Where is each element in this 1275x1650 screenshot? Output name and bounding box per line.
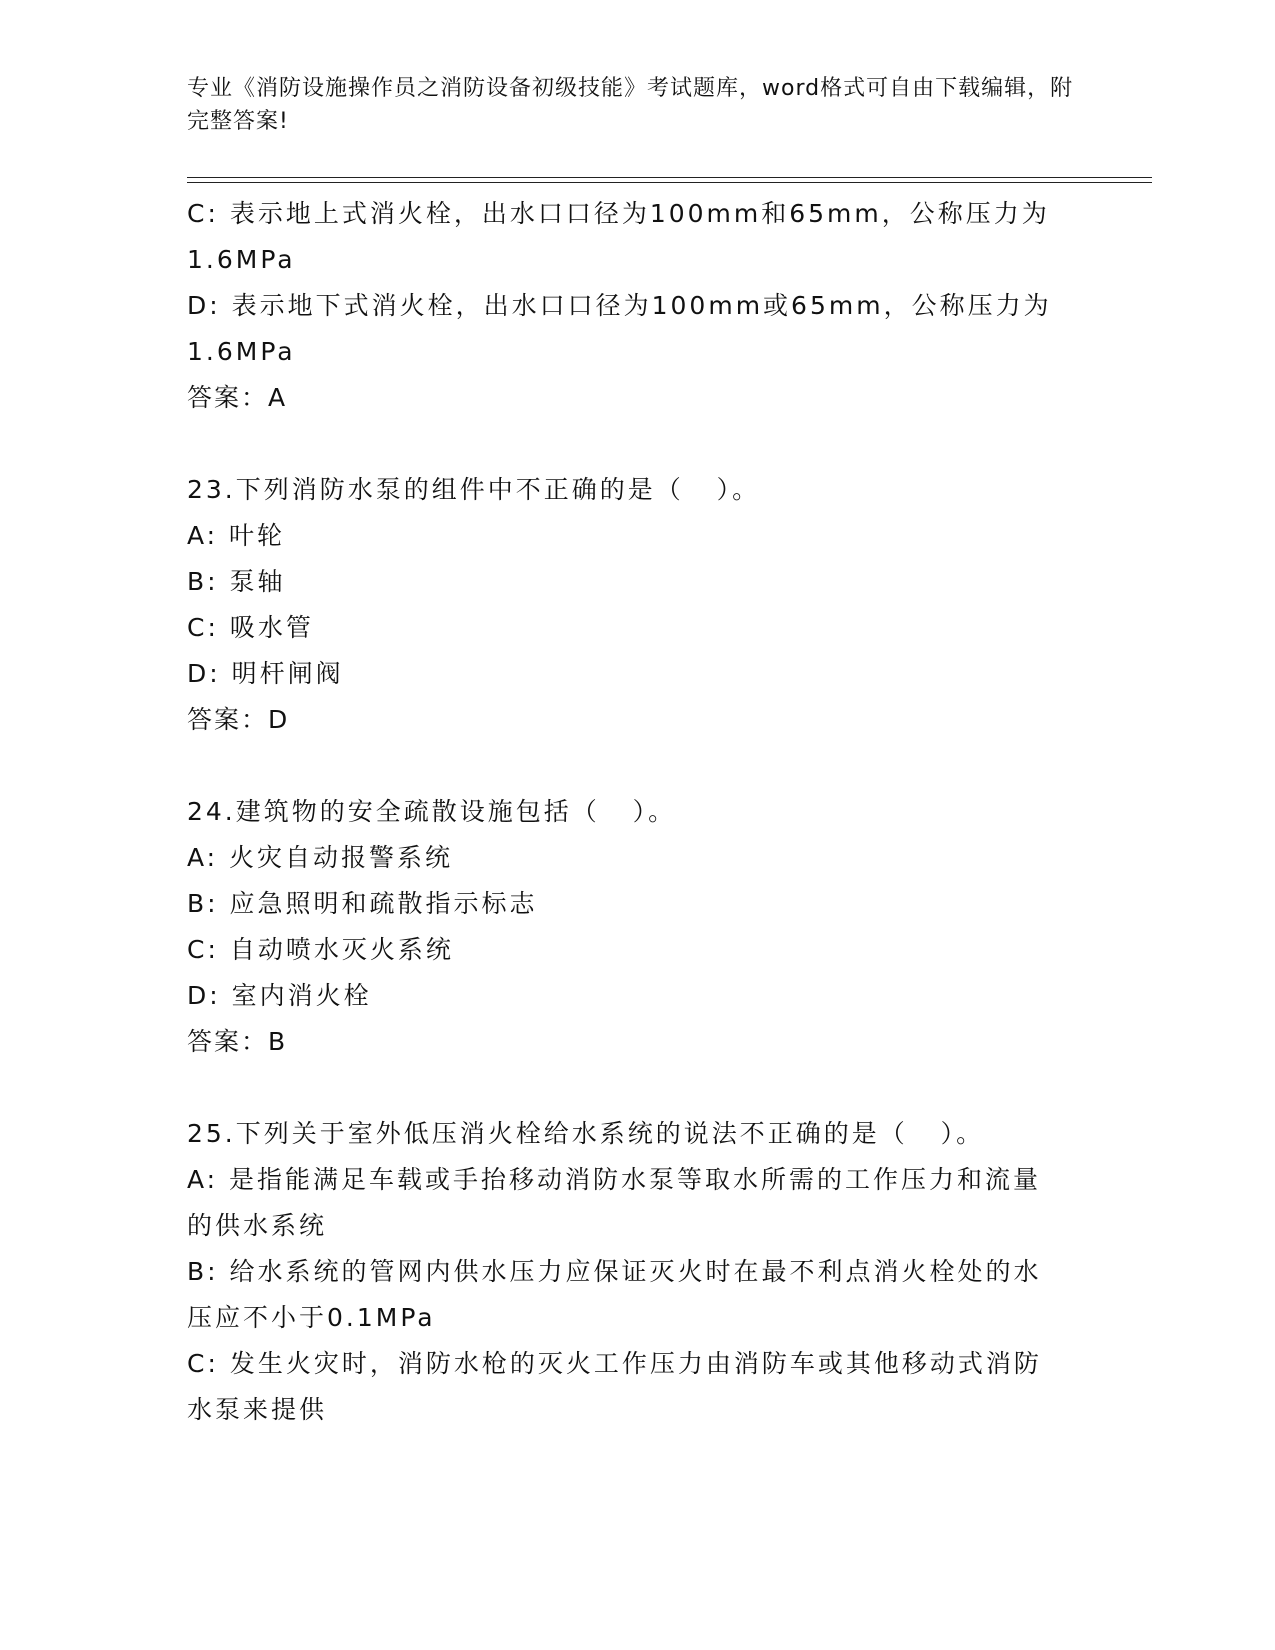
- header-rule-top: [187, 177, 1152, 178]
- option-c-continued: 水泵来提供: [187, 1395, 328, 1424]
- question-content: [187, 191, 1087, 1433]
- option-c-continued: 1.6MPa: [187, 245, 296, 274]
- option-d-continued: 1.6MPa: [187, 337, 296, 366]
- option-d: D: 室内消火栓: [187, 981, 372, 1010]
- header-rule-bottom: [187, 182, 1152, 183]
- option-d: D: 明杆闸阀: [187, 659, 344, 688]
- document-header: [187, 72, 1087, 138]
- option-c: C: 吸水管: [187, 613, 314, 642]
- option-a: A: 火灾自动报警系统: [187, 843, 454, 872]
- question-stem: 25.下列关于室外低压消火栓给水系统的说法不正确的是（ ）。: [187, 1119, 985, 1148]
- question-stem: 24.建筑物的安全疏散设施包括（ ）。: [187, 797, 677, 826]
- option-c: C: 自动喷水灭火系统: [187, 935, 454, 964]
- option-a-continued: 的供水系统: [187, 1211, 328, 1240]
- option-c: C: 发生火灾时，消防水枪的灭火工作压力由消防车或其他移动式消防: [187, 1349, 1042, 1378]
- answer: 答案：B: [187, 1027, 288, 1056]
- option-b: B: 泵轴: [187, 567, 286, 596]
- question-block-25: [187, 1111, 1087, 1433]
- spacer: [187, 1065, 1087, 1111]
- option-b: B: 给水系统的管网内供水压力应保证灭火时在最不利点消火栓处的水: [187, 1257, 1042, 1286]
- answer: 答案：A: [187, 383, 288, 412]
- question-block-23: [187, 467, 1087, 743]
- option-c: C: 表示地上式消火栓，出水口口径为100mm和65mm，公称压力为: [187, 199, 1050, 228]
- option-b-continued: 压应不小于0.1MPa: [187, 1303, 436, 1332]
- option-a: A: 是指能满足车载或手抬移动消防水泵等取水所需的工作压力和流量: [187, 1165, 1042, 1194]
- question-stem: 23.下列消防水泵的组件中不正确的是（ ）。: [187, 475, 761, 504]
- header-text: 专业《消防设施操作员之消防设备初级技能》考试题库，word格式可自由下载编辑，附完整答案!: [187, 76, 1074, 134]
- option-a: A: 叶轮: [187, 521, 286, 550]
- option-d: D: 表示地下式消火栓，出水口口径为100mm或65mm，公称压力为: [187, 291, 1052, 320]
- question-block-22-continued: [187, 191, 1087, 421]
- spacer: [187, 421, 1087, 467]
- question-block-24: [187, 789, 1087, 1065]
- option-b: B: 应急照明和疏散指示标志: [187, 889, 538, 918]
- spacer: [187, 743, 1087, 789]
- answer: 答案：D: [187, 705, 290, 734]
